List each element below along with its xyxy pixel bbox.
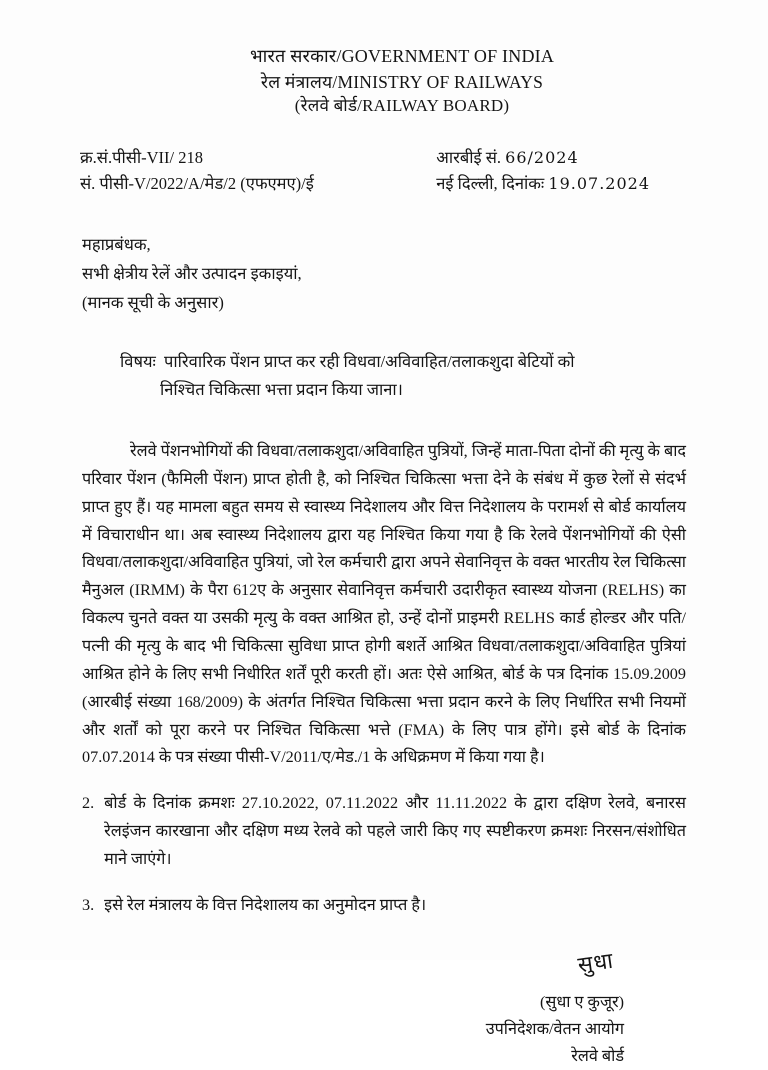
body-block [72, 438, 708, 920]
addressee-block [72, 231, 708, 318]
letterhead-line-ministry: रेल मंत्रालय/MINISTRY OF RAILWAYS [260, 71, 544, 92]
rbe-number-label: आरबीई सं. [436, 147, 502, 167]
paragraph-2 [82, 790, 686, 874]
reference-right [436, 145, 708, 198]
signatory-name: (सुधा ए कुजूर) [540, 992, 624, 1011]
paragraph-1: रेलवे पेंशनभोगियों की विधवा/तलाकशुदा/अविवाहित पुत्रियों, जिन्हें माता-पिता दोनों की मृत्यु के बाद परिवार पेंशन (फैमिली पेंशन) प्राप्त होती है, को निश्चित चिकित्सा भत्ता देने के संबंध में कुछ रेलों से संदर्भ प्राप्त हुए हैं। यह मामला बहुत समय से स्वास्थ्य निदेशालय और वित्त निदेशालय के परामर्श से बोर्ड कार्यालय में विचाराधीन था। अब स्वास्थ्य निदेशालय द्वारा यह निश्चित किया गया है कि रेलवे पेंशनभोगियों की ऐसी विधवा/तलाकशुदा/अविवाहित पुत्रियां, जो रेल कर्मचारी द्वारा अपने सेवानिवृत्त के वक्त भारतीय रेल चिकित्सा मैनुअल (IRMM) के पैरा 612ए के अनुसार सेवानिवृत्त कर्मचारी उदारीकृत स्वास्थ्य योजना (RELHS) का विकल्प चुनते वक्त या उसकी मृत्यु के वक्त आश्रित हो, उन्हें दोनों प्राइमरी RELHS कार्ड होल्डर और पति/पत्नी की मृत्यु के बाद भी चिकित्सा सुविधा प्राप्त होगी बशर्ते आश्रित विधवा/तलाकशुदा/अविवाहित पुत्रियां आश्रित होने के लिए सभी निधीरित शर्तें पूरी करती हों। अतः ऐसे आश्रित, बोर्ड के पत्र दिनांक 15.09.2009 (आरबीई संख्या 168/2009) के अंतर्गत निश्चित चिकित्सा भत्ता प्रदान करने के लिए निर्धारित सभी नियमों और शर्तों को पूरा करने पर निश्चित चिकित्सा भत्ते (FMA) के लिए पात्र होंगे। इसे बोर्ड के दिनांक 07.07.2014 के पत्र संख्या पीसी-V/2011/ए/मेड./1 के अधिक्रमण में किया गया है। [82, 442, 686, 767]
subject-text-line-1: पारिवारिक पेंशन प्राप्त कर रही विधवा/अविवाहित/तलाकशुदा बेटियों को [164, 351, 575, 371]
rbe-number-value: 66/2024 [505, 147, 579, 167]
paragraph-3-text: इसे रेल मंत्रालय के वित्त निदेशालय का अनुमोदन प्राप्त है। [104, 895, 427, 914]
paragraph-3-number: 3. [82, 895, 95, 914]
letterhead [96, 44, 708, 119]
subject-block [72, 348, 708, 404]
addressee-line-2: सभी क्षेत्रीय रेलें और उत्पादन इकाइयां, [82, 264, 302, 284]
rbe-number-row [436, 145, 650, 171]
subject-label: विषयः [120, 351, 156, 371]
paragraph-3 [82, 892, 686, 920]
reference-block [72, 145, 708, 198]
signatory-organization: रेलवे बोर्ड [571, 1047, 624, 1066]
paragraph-2-number: 2. [82, 794, 95, 813]
reference-left [72, 145, 314, 198]
handwritten-signature: सुधा [576, 948, 616, 979]
letterhead-line-board: (रेलवे बोर्ड/RAILWAY BOARD) [294, 96, 510, 116]
reference-number-primary: क्र.सं.पीसी-VII/ 218 [80, 147, 204, 167]
addressee-line-1: महाप्रबंधक, [82, 235, 151, 255]
signature-block [72, 946, 708, 1070]
paragraph-2-text: बोर्ड के दिनांक क्रमशः 27.10.2022, 07.11.2022 और 11.11.2022 के द्वारा दक्षिण रेलवे, बनारस रेलइंजन कारखाना और दक्षिण मध्य रेलवे को पहले जारी किए गए स्पष्टीकरण क्रमशः निरसन/संशोधित माने जाएंगे। [104, 794, 686, 869]
subject-text-line-2: निश्चित चिकित्सा भत्ता प्रदान किया जाना। [160, 379, 403, 399]
issue-date-value: 19.07.2024 [548, 173, 650, 193]
signatory-designation: उपनिदेशक/वेतन आयोग [485, 1019, 624, 1038]
addressee-line-3: (मानक सूची के अनुसार) [82, 293, 224, 313]
reference-number-secondary: सं. पीसी-V/2022/A/मेड/2 (एफएमए)/ई [80, 173, 314, 193]
place-date-label: नई दिल्ली, दिनांकः [436, 173, 545, 193]
letterhead-line-government: भारत सरकार/GOVERNMENT OF INDIA [249, 46, 555, 66]
place-date-row [436, 171, 650, 197]
